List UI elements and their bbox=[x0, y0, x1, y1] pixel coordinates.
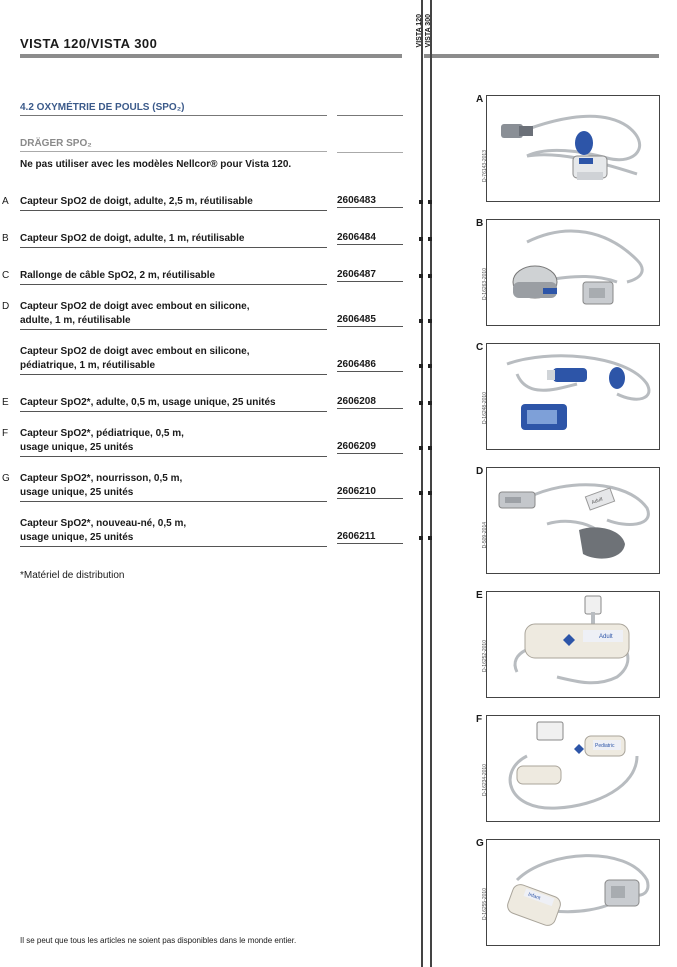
availability-dot-vista300 bbox=[428, 536, 432, 540]
subsection-heading: DRÄGER SPO₂ bbox=[20, 138, 327, 152]
product-image-e bbox=[486, 591, 660, 698]
availability-dot-vista300 bbox=[428, 274, 432, 278]
row-letter: A bbox=[2, 196, 9, 207]
product-code: 2606485 bbox=[337, 314, 403, 327]
header-rule bbox=[20, 54, 402, 58]
availability-dot-vista120 bbox=[419, 274, 423, 278]
column-line-vista300 bbox=[430, 0, 432, 967]
availability-dot-vista300 bbox=[428, 401, 432, 405]
availability-dot-vista300 bbox=[428, 237, 432, 241]
product-code: 2606483 bbox=[337, 195, 403, 208]
product-code: 2606211 bbox=[337, 531, 403, 544]
row-letter: D bbox=[2, 301, 10, 312]
product-code: 2606209 bbox=[337, 441, 403, 454]
image-letter: D bbox=[476, 466, 484, 477]
availability-dot-vista120 bbox=[419, 401, 423, 405]
image-letter: F bbox=[476, 714, 483, 725]
availability-dot-vista300 bbox=[428, 491, 432, 495]
product-description: Capteur SpO2 de doigt avec embout en silicone, adulte, 1 m, réutilisable bbox=[20, 300, 327, 330]
product-code: 2606484 bbox=[337, 232, 403, 245]
availability-dot-vista120 bbox=[419, 364, 423, 368]
column-label-vista120: VISTA 120 bbox=[416, 14, 423, 48]
product-description: Rallonge de câble SpO2, 2 m, réutilisable bbox=[20, 269, 327, 285]
column-label-vista300: VISTA 300 bbox=[425, 14, 432, 48]
availability-dot-vista120 bbox=[419, 319, 423, 323]
sensor-tag-text: Adult bbox=[590, 496, 604, 506]
availability-dot-vista300 bbox=[428, 319, 432, 323]
subsection-rule bbox=[337, 152, 403, 153]
availability-dot-vista300 bbox=[428, 364, 432, 368]
availability-dot-vista120 bbox=[419, 446, 423, 450]
row-letter: E bbox=[2, 397, 9, 408]
product-description: Capteur SpO2 de doigt, adulte, 1 m, réutilisable bbox=[20, 232, 327, 248]
availability-dot-vista300 bbox=[428, 200, 432, 204]
image-letter: C bbox=[476, 342, 484, 353]
availability-dot-vista120 bbox=[419, 491, 423, 495]
product-description: Capteur SpO2*, adulte, 0,5 m, usage unique, 25 unités bbox=[20, 396, 327, 412]
product-image-f bbox=[486, 715, 660, 822]
sensor-tag-text: Infant bbox=[527, 891, 542, 902]
image-caption: D-16255-2010 bbox=[482, 888, 488, 920]
image-caption: D-509-2014 bbox=[482, 522, 488, 549]
row-letter: B bbox=[2, 233, 9, 244]
product-code: 2606208 bbox=[337, 396, 403, 409]
image-caption: D-16234-2010 bbox=[482, 764, 488, 796]
availability-dot-vista120 bbox=[419, 200, 423, 204]
image-caption: D-16263-2010 bbox=[482, 268, 488, 300]
page-title: VISTA 120/VISTA 300 bbox=[20, 36, 158, 51]
sensor-tag-text: Pediatric bbox=[595, 743, 615, 749]
product-image-g bbox=[486, 839, 660, 946]
row-letter: F bbox=[2, 428, 9, 439]
image-caption: D-16252-2010 bbox=[482, 640, 488, 672]
row-letter: G bbox=[2, 473, 10, 484]
footnote: *Matériel de distribution bbox=[20, 570, 125, 581]
image-letter: B bbox=[476, 218, 484, 229]
product-description: Capteur SpO2*, nouveau-né, 0,5 m, usage unique, 25 unités bbox=[20, 517, 327, 547]
availability-dot-vista300 bbox=[428, 446, 432, 450]
image-letter: G bbox=[476, 838, 484, 849]
compatibility-note: Ne pas utiliser avec les modèles Nellcor® pour Vista 120. bbox=[20, 159, 292, 170]
sensor-tag-text: Adult bbox=[599, 634, 613, 640]
availability-dot-vista120 bbox=[419, 536, 423, 540]
image-letter: E bbox=[476, 590, 483, 601]
section-heading: 4.2 OXYMÉTRIE DE POULS (SPO₂) bbox=[20, 102, 327, 116]
disclaimer: Il se peut que tous les articles ne soient pas disponibles dans le monde entier. bbox=[20, 936, 297, 945]
product-code: 2606210 bbox=[337, 486, 403, 499]
section-rule bbox=[337, 115, 403, 116]
product-description: Capteur SpO2 de doigt, adulte, 2,5 m, réutilisable bbox=[20, 195, 327, 211]
product-image-c bbox=[486, 343, 660, 450]
product-image-d bbox=[486, 467, 660, 574]
image-caption: D-16248-2010 bbox=[482, 392, 488, 424]
product-description: Capteur SpO2 de doigt avec embout en silicone, pédiatrique, 1 m, réutilisable bbox=[20, 345, 327, 375]
image-caption: D-76143-2013 bbox=[482, 150, 488, 182]
product-image-b bbox=[486, 219, 660, 326]
header-rule-right bbox=[424, 54, 659, 58]
product-code: 2606487 bbox=[337, 269, 403, 282]
row-letter: C bbox=[2, 270, 10, 281]
product-code: 2606486 bbox=[337, 359, 403, 372]
product-image-a bbox=[486, 95, 660, 202]
image-letter: A bbox=[476, 94, 484, 105]
availability-dot-vista120 bbox=[419, 237, 423, 241]
product-description: Capteur SpO2*, nourrisson, 0,5 m, usage unique, 25 unités bbox=[20, 472, 327, 502]
column-line-vista120 bbox=[421, 0, 423, 967]
product-description: Capteur SpO2*, pédiatrique, 0,5 m, usage unique, 25 unités bbox=[20, 427, 327, 457]
